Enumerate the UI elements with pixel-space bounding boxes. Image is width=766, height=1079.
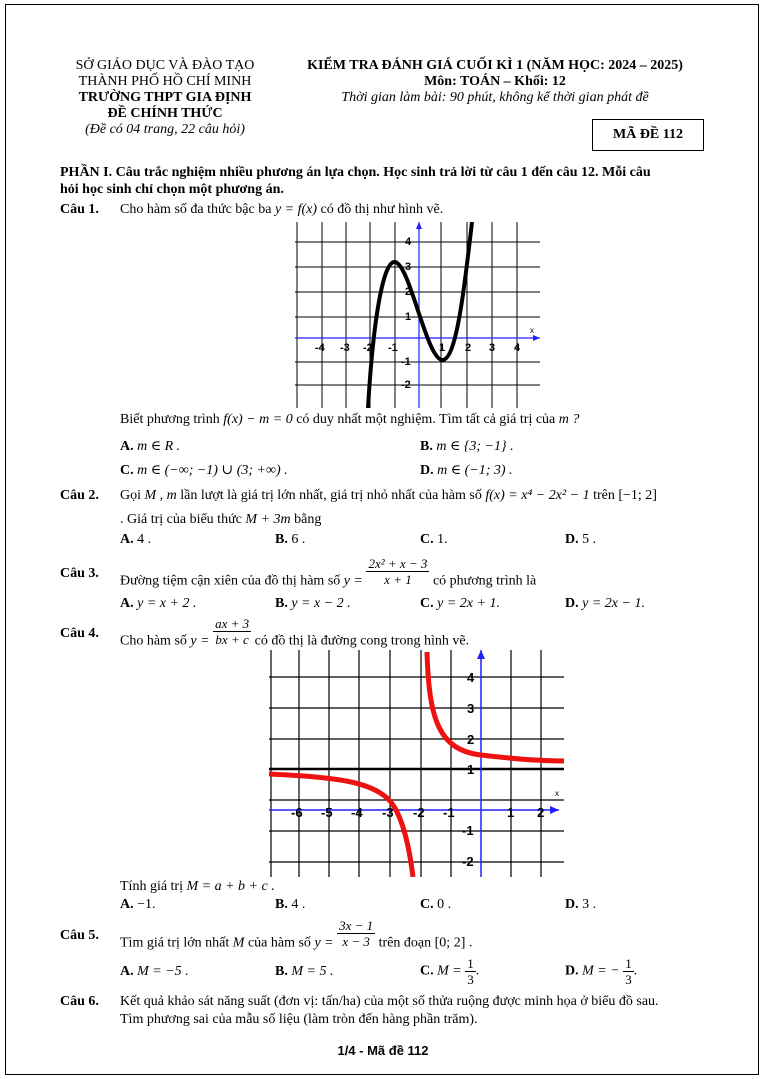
q4-x-axis-label: x bbox=[555, 789, 559, 798]
q1-x-tick: 3 bbox=[489, 342, 496, 354]
q5-option-a[interactable] bbox=[120, 964, 189, 980]
option-label: C. bbox=[120, 463, 134, 478]
q4-y-tick: -1 bbox=[462, 823, 474, 838]
option-text: y = 2x + 1. bbox=[437, 596, 500, 611]
q4-y-eq: y = bbox=[190, 633, 210, 649]
q1-x-tick: 4 bbox=[514, 342, 521, 354]
q4-option-b[interactable] bbox=[275, 897, 305, 913]
q1-follow-post: có duy nhất một nghiệm. Tìm tất cả giá trị của bbox=[296, 412, 556, 427]
option-label: C. bbox=[420, 532, 434, 547]
q4-y-tick: 1 bbox=[467, 762, 475, 777]
option-label: D. bbox=[565, 596, 579, 611]
option-text: M = 5 . bbox=[291, 964, 334, 979]
q5-interval: [0; 2] . bbox=[434, 935, 473, 951]
option-text: y = x + 2 . bbox=[137, 596, 197, 611]
q4-option-a[interactable] bbox=[120, 897, 156, 913]
q4-frac-num: ax + 3 bbox=[215, 616, 250, 631]
option-text: 3 . bbox=[582, 897, 597, 912]
frac-den: 3 bbox=[467, 972, 474, 987]
option-text: 5 . bbox=[582, 532, 597, 547]
q1-x-tick: -3 bbox=[340, 342, 350, 354]
option-text: M = −5 . bbox=[137, 964, 189, 979]
q1-option-d[interactable] bbox=[420, 462, 513, 479]
q4-x-tick: -5 bbox=[321, 805, 333, 820]
option-label: D. bbox=[565, 963, 579, 979]
q6-line2: Tìm phương sai của mẫu số liệu (làm tròn đến hàng phần trăm). bbox=[120, 1012, 478, 1027]
q6-line1: Kết quả khảo sát năng suất (đơn vị: tấn/ha) của một số thửa ruộng được minh họa ở biểu đồ sau. bbox=[120, 994, 659, 1009]
option-text: 0 . bbox=[437, 897, 452, 912]
option-label: B. bbox=[275, 897, 288, 912]
header-left bbox=[50, 58, 280, 138]
city-name: THÀNH PHỐ HỒ CHÍ MINH bbox=[78, 74, 252, 89]
q2-interval: [−1; 2] bbox=[618, 488, 657, 503]
q4-hyperbola-graph bbox=[269, 650, 564, 877]
q4-fraction bbox=[213, 616, 251, 647]
q1-cubic-graph bbox=[295, 222, 540, 408]
option-text: 4 . bbox=[291, 897, 306, 912]
header-right bbox=[280, 58, 710, 106]
q4-y-tick: 4 bbox=[467, 670, 475, 685]
q3-option-a[interactable] bbox=[120, 596, 196, 612]
option-label: D. bbox=[565, 897, 579, 912]
q2-option-d[interactable] bbox=[565, 532, 596, 548]
option-label: B. bbox=[275, 964, 288, 979]
q4-x-tick: 1 bbox=[507, 805, 515, 820]
q1-option-b[interactable] bbox=[420, 438, 514, 455]
q4-follow bbox=[120, 879, 275, 895]
q1-y-tick: 3 bbox=[405, 261, 412, 273]
q1-x-tick: -1 bbox=[388, 342, 398, 354]
option-text: 4 . bbox=[137, 532, 152, 547]
q5-option-c[interactable]: C. M = $\frac{1}{3}$ . bbox=[420, 956, 480, 987]
q3-text: Đường tiệm cận xiên của đồ thị hàm số bbox=[120, 573, 341, 589]
q3-option-b[interactable] bbox=[275, 596, 351, 612]
q4-y-tick: -2 bbox=[462, 854, 474, 869]
option-text: M = − bbox=[582, 963, 620, 979]
exam-code-box: MÃ ĐỀ 112 bbox=[592, 119, 704, 151]
part1-line1: PHẦN I. Câu trắc nghiệm nhiều phương án lựa chọn. Học sinh trả lời từ câu 1 đến câu 12. Mỗi câu bbox=[60, 165, 651, 180]
q2-number: Câu 2. bbox=[60, 488, 99, 503]
q3-number: Câu 3. bbox=[60, 566, 99, 581]
q2-line2-text: . Giá trị của biểu thức bbox=[120, 512, 242, 527]
q1-expr: y = f(x) bbox=[274, 202, 318, 217]
q1-y-tick: 4 bbox=[405, 236, 412, 248]
department-name: SỞ GIÁO DỤC VÀ ĐÀO TẠO bbox=[75, 58, 255, 73]
q4-follow-expr: M = a + b + c . bbox=[186, 879, 275, 894]
q4-x-tick: -2 bbox=[413, 805, 425, 820]
q4-follow-text: Tính giá trị bbox=[120, 879, 183, 894]
q2-option-b[interactable] bbox=[275, 532, 305, 548]
option-label: B. bbox=[275, 596, 288, 611]
q1-y-tick: 2 bbox=[405, 286, 412, 298]
q1-y-tick: -2 bbox=[401, 379, 411, 391]
q4-x-tick: 2 bbox=[537, 805, 545, 820]
q3-y-eq: y = bbox=[343, 573, 363, 589]
option-label: A. bbox=[120, 596, 134, 611]
q3-option-d[interactable] bbox=[565, 596, 645, 612]
q1-stem bbox=[60, 202, 444, 218]
q1-x-tick: -4 bbox=[315, 342, 325, 354]
option-text: m ∈ R . bbox=[137, 439, 181, 454]
q5-frac-den: x − 3 bbox=[342, 934, 370, 949]
q5-number: Câu 5. bbox=[60, 928, 99, 943]
q4-y-tick: 2 bbox=[467, 732, 475, 747]
frac-num: 1 bbox=[625, 956, 632, 971]
q5-option-d[interactable]: D. M = − $\frac{1}{3}$ . bbox=[565, 956, 638, 987]
option-fraction bbox=[623, 956, 634, 987]
option-text: m ∈ {3; −1} . bbox=[436, 439, 514, 454]
q1-follow-expr: f(x) − m = 0 bbox=[223, 412, 293, 427]
q2-line2-post: bằng bbox=[294, 512, 322, 527]
q4-stem bbox=[60, 616, 470, 649]
option-label: A. bbox=[120, 439, 134, 454]
q1-y-tick: -1 bbox=[401, 356, 411, 368]
option-label: A. bbox=[120, 532, 134, 547]
q5-text-mid: của hàm số bbox=[247, 935, 311, 951]
option-label: D. bbox=[565, 532, 579, 547]
q2-line2-expr: M + 3m bbox=[245, 512, 291, 527]
q1-text-post: có đồ thị như hình vẽ. bbox=[320, 202, 444, 217]
option-text: −1. bbox=[137, 897, 156, 912]
duration-line: Thời gian làm bài: 90 phút, không kể thời gian phát đề bbox=[341, 90, 649, 105]
q1-follow-var: m ? bbox=[558, 412, 580, 427]
option-text: m ∈ (−1; 3) . bbox=[437, 463, 513, 478]
q1-y-tick: 1 bbox=[405, 311, 412, 323]
option-label: C. bbox=[420, 963, 434, 979]
q4-text-post: có đồ thị là đường cong trong hình vẽ. bbox=[254, 633, 470, 649]
page-footer: 1/4 - Mã đề 112 bbox=[337, 1043, 429, 1058]
q3-frac-den: x + 1 bbox=[384, 572, 412, 587]
q1-option-a[interactable] bbox=[120, 438, 180, 455]
q1-x-tick: -2 bbox=[363, 342, 373, 354]
official-label: ĐỀ CHÍNH THỨC bbox=[107, 106, 223, 121]
option-label: B. bbox=[420, 439, 433, 454]
option-text: y = x − 2 . bbox=[291, 596, 351, 611]
q2-text-on: trên bbox=[593, 488, 615, 503]
q4-x-tick: -3 bbox=[382, 805, 394, 820]
page-count-note: (Đề có 04 trang, 22 câu hỏi) bbox=[85, 122, 245, 137]
q4-option-c[interactable] bbox=[420, 897, 451, 913]
option-text: m ∈ (−∞; −1) ∪ (3; +∞) . bbox=[137, 463, 288, 478]
q2-vars: M , m bbox=[144, 488, 177, 503]
q4-option-d[interactable] bbox=[565, 897, 596, 913]
q3-stem bbox=[60, 556, 537, 589]
q3-frac-num: 2x² + x − 3 bbox=[368, 556, 428, 571]
exam-title: KIỂM TRA ĐÁNH GIÁ CUỐI KÌ 1 (NĂM HỌC: 2024 – 2025) bbox=[307, 58, 683, 73]
option-label: A. bbox=[120, 897, 134, 912]
q5-option-b[interactable] bbox=[275, 964, 333, 980]
q5-frac-num: 3x − 1 bbox=[339, 918, 374, 933]
q6-number: Câu 6. bbox=[60, 994, 99, 1009]
q1-follow-text: Biết phương trình bbox=[120, 412, 220, 427]
q3-option-c[interactable] bbox=[420, 596, 500, 612]
q5-stem bbox=[60, 918, 473, 951]
option-label: D. bbox=[420, 463, 434, 478]
q4-text: Cho hàm số bbox=[120, 633, 187, 649]
q4-number: Câu 4. bbox=[60, 626, 99, 641]
q3-text-post: có phương trình là bbox=[432, 573, 537, 589]
q3-fraction bbox=[366, 556, 429, 587]
q5-fraction bbox=[337, 918, 375, 949]
q2-line2 bbox=[120, 512, 321, 528]
part1-heading bbox=[60, 164, 651, 198]
q5-text-on: trên đoạn bbox=[378, 935, 432, 951]
option-text: 6 . bbox=[291, 532, 306, 547]
subject-line: Môn: TOÁN – Khối: 12 bbox=[424, 74, 566, 89]
q1-x-tick: 2 bbox=[465, 342, 472, 354]
q5-text: Tìm giá trị lớn nhất bbox=[120, 935, 230, 951]
option-label: B. bbox=[275, 532, 288, 547]
q5-var: M bbox=[232, 935, 245, 951]
q1-text: Cho hàm số đa thức bậc ba bbox=[120, 202, 272, 217]
q4-frac-den: bx + c bbox=[215, 632, 249, 647]
q1-option-c[interactable] bbox=[120, 462, 288, 479]
option-text: y = 2x − 1. bbox=[582, 596, 645, 611]
option-text: 1. bbox=[437, 532, 448, 547]
q4-x-tick: -4 bbox=[351, 805, 363, 820]
option-label: A. bbox=[120, 964, 134, 979]
option-label: C. bbox=[420, 897, 434, 912]
q1-x-tick: 1 bbox=[439, 342, 446, 354]
q2-text: Gọi bbox=[120, 488, 141, 503]
q2-text-mid: lần lượt là giá trị lớn nhất, giá trị nhỏ nhất của hàm số bbox=[180, 488, 482, 503]
q2-option-a[interactable] bbox=[120, 532, 151, 548]
q2-stem bbox=[60, 488, 657, 504]
q4-y-tick: 3 bbox=[467, 701, 475, 716]
frac-den: 3 bbox=[625, 972, 632, 987]
option-text: M = bbox=[437, 963, 462, 979]
q6-stem bbox=[60, 994, 659, 1010]
frac-num: 1 bbox=[467, 956, 474, 971]
option-fraction bbox=[465, 956, 476, 987]
q1-x-axis-label: x bbox=[530, 326, 534, 335]
q1-follow bbox=[120, 412, 579, 428]
school-name: TRƯỜNG THPT GIA ĐỊNH bbox=[78, 90, 252, 105]
q5-y-eq: y = bbox=[314, 935, 334, 951]
q2-function: f(x) = x⁴ − 2x² − 1 bbox=[485, 488, 590, 503]
part1-line2: hỏi học sinh chỉ chọn một phương án. bbox=[60, 182, 284, 197]
q1-number: Câu 1. bbox=[60, 202, 99, 217]
option-label: C. bbox=[420, 596, 434, 611]
q2-option-c[interactable] bbox=[420, 532, 448, 548]
q4-x-tick: -6 bbox=[291, 805, 303, 820]
q4-x-tick: -1 bbox=[443, 805, 455, 820]
